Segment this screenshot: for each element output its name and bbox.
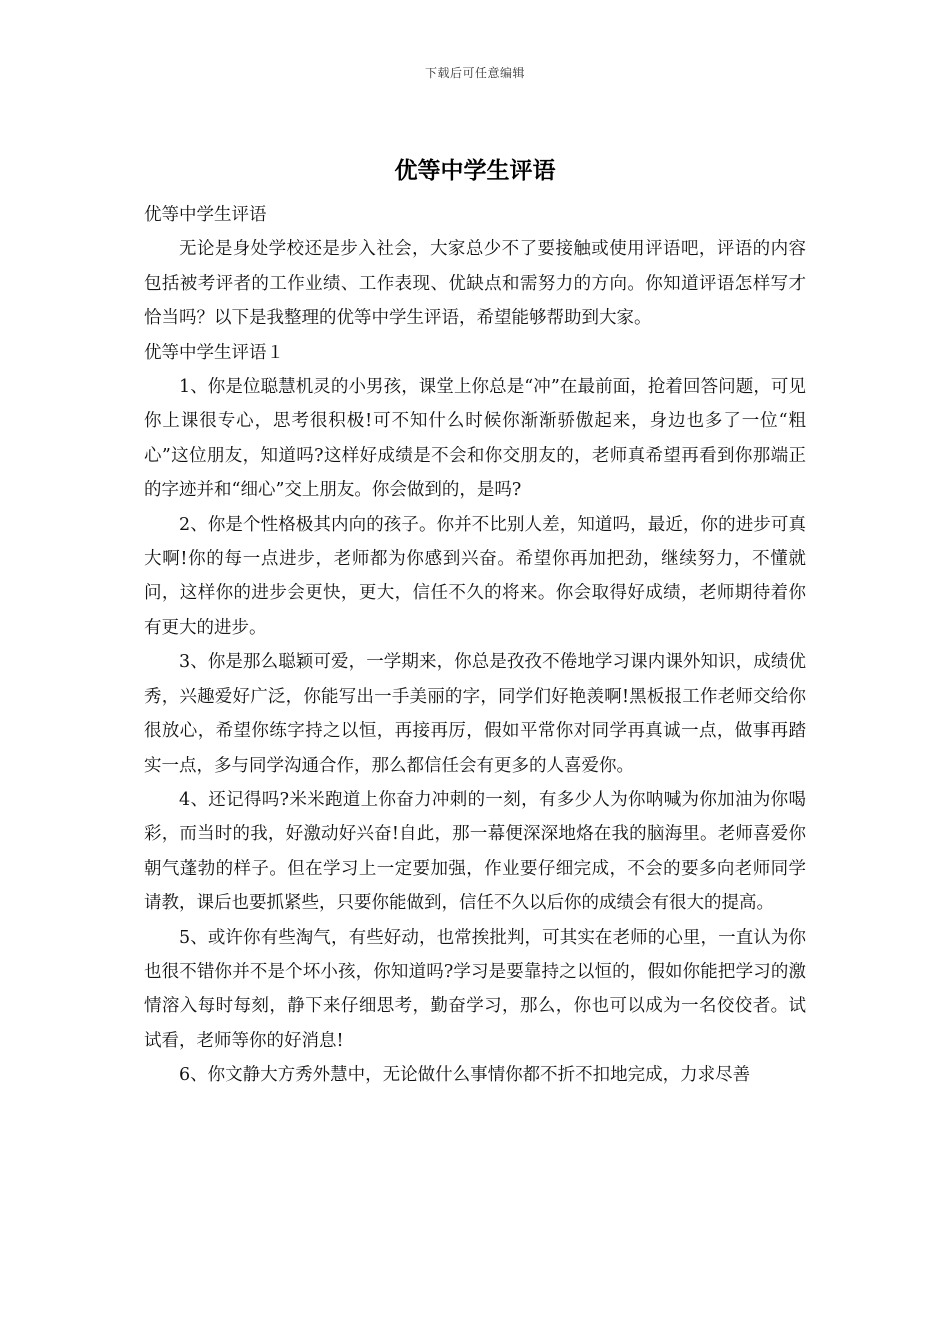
comment-paragraph-5: 5、或许你有些淘气，有些好动，也常挨批判，可其实在老师的心里，一直认为你也很不错你并不是个坏小孩，你知道吗?学习是要靠持之以恒的，假如你能把学习的激情溶入每时每刻，静下来仔细思考，勤奋学习，那么，你也可以成为一名佼佼者。试试看，老师等你的好消息! xyxy=(144,927,806,1051)
document-title: 优等中学生评语 xyxy=(394,157,556,184)
section-heading: 优等中学生评语１ xyxy=(144,342,284,363)
comment-paragraph-1: 1、你是位聪慧机灵的小男孩，课堂上你总是“冲”在最前面，抢着回答问题，可见你上课很专心，思考很积极!可不知什么时候你渐渐骄傲起来，身边也多了一位“粗心”这位朋友，知道吗?这样好成绩是不会和你交朋友的，老师真希望再看到你那端正的字迹并和“细心”交上朋友。你会做到的，是吗? xyxy=(144,377,806,501)
intro-paragraph: 无论是身处学校还是步入社会，大家总少不了要接触或使用评语吧，评语的内容包括被考评者的工作业绩、工作表现、优缺点和需努力的方向。你知道评语怎样写才恰当吗？以下是我整理的优等中学生评语，希望能够帮助到大家。 xyxy=(144,239,806,329)
header-note: 下载后可任意编辑 xyxy=(424,66,525,80)
comment-paragraph-4: 4、还记得吗?米米跑道上你奋力冲刺的一刻，有多少人为你呐喊为你加油为你喝彩，而当时的我，好激动好兴奋!自此，那一幕便深深地烙在我的脑海里。老师喜爱你朝气蓬勃的样子。但在学习上一定要加强，作业要仔细完成，不会的要多向老师同学请教，课后也要抓紧些，只要你能做到，信任不久以后你的成绩会有很大的提高。 xyxy=(144,789,806,914)
document-subtitle: 优等中学生评语 xyxy=(144,205,267,225)
comment-paragraph-3: 3、你是那么聪颖可爱，一学期来，你总是孜孜不倦地学习课内课外知识，成绩优秀，兴趣爱好广泛，你能写出一手美丽的字，同学们好艳羡啊!黑板报工作老师交给你很放心，希望你练字持之以恒，再接再厉，假如平常你对同学再真诚一点，做事再踏实一点，多与同学沟通合作，那么都信任会有更多的人喜爱你。 xyxy=(144,652,806,776)
comment-paragraph-2: 2、你是个性格极其内向的孩子。你并不比别人差，知道吗，最近，你的进步可真大啊!你的每一点进步，老师都为你感到兴奋。希望你再加把劲，继续努力，不懂就问，这样你的进步会更快，更大，信任不久的将来。你会取得好成绩，老师期待着你有更大的进步。 xyxy=(144,514,806,638)
comment-paragraph-6: 6、你文静大方秀外慧中，无论做什么事情你都不折不扣地完成，力求尽善 xyxy=(179,1065,751,1086)
document-body xyxy=(144,198,806,1093)
